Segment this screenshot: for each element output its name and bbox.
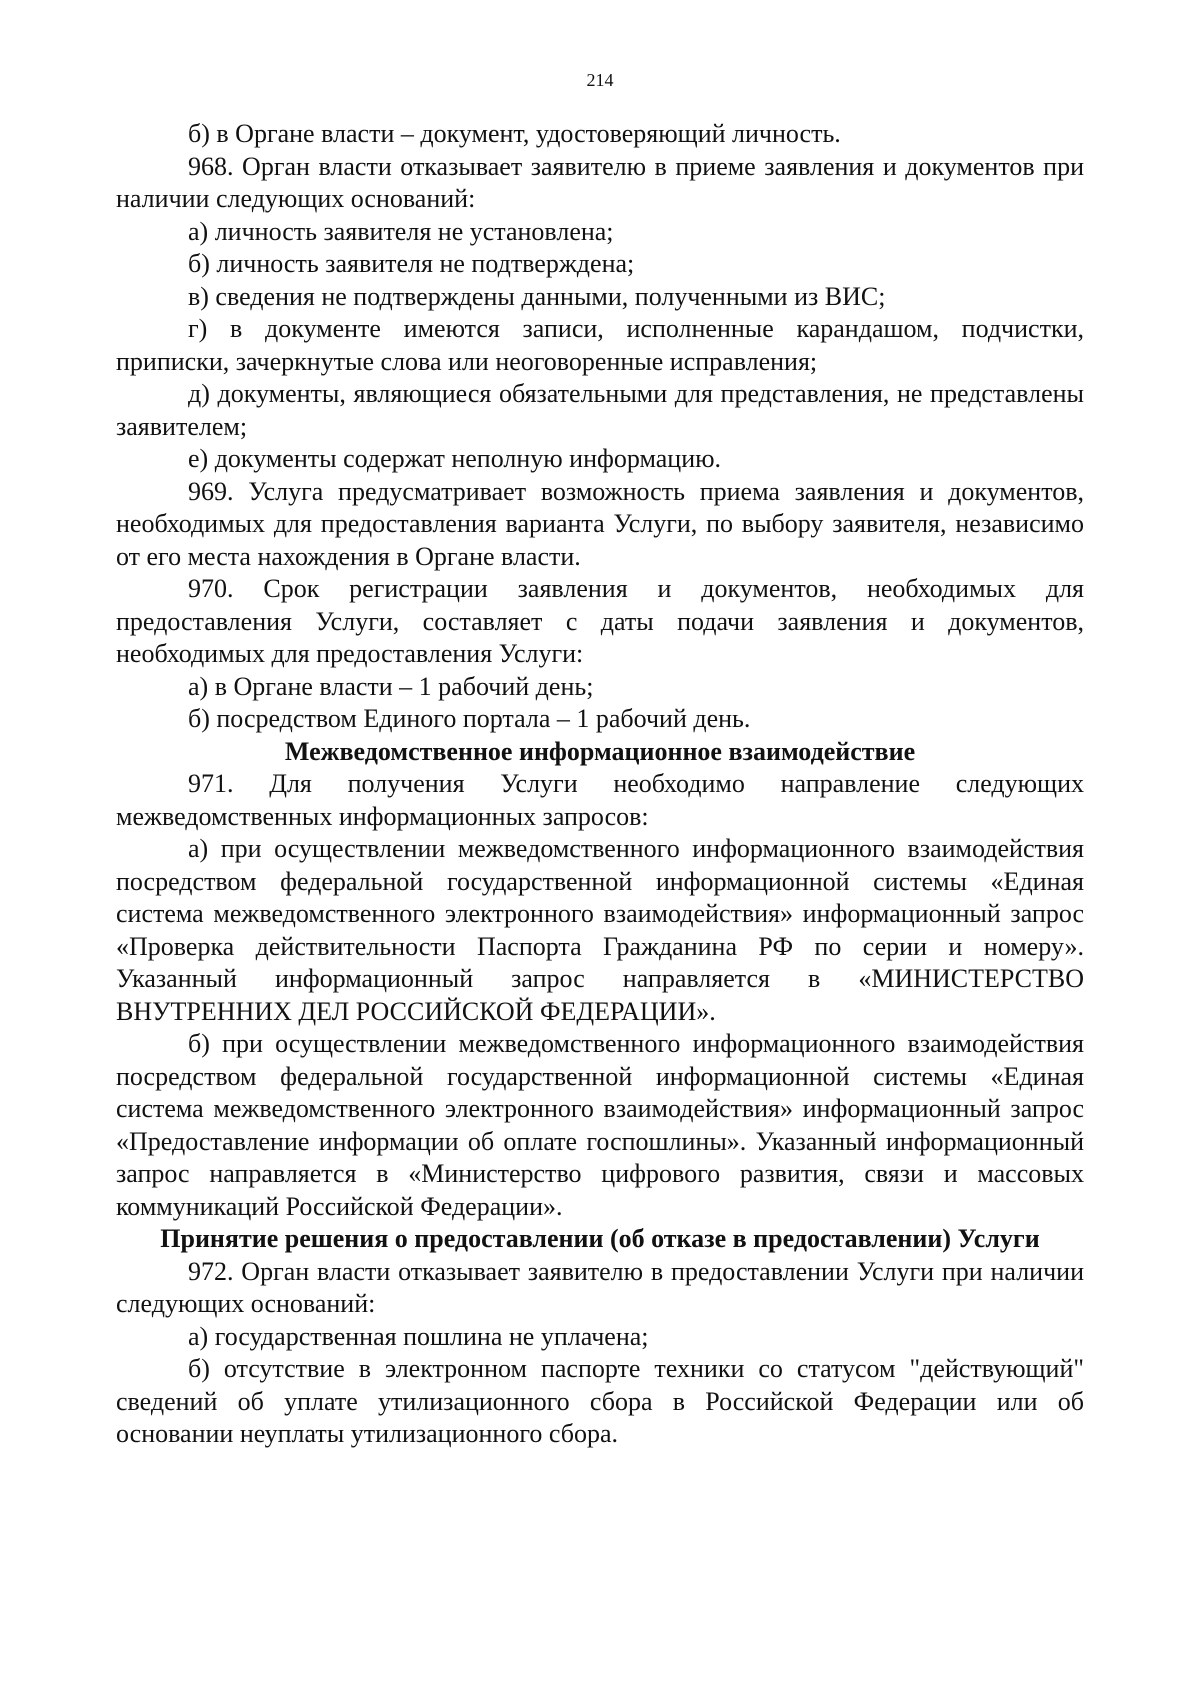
paragraph-969: 969. Услуга предусматривает возможность приема заявления и документов, необходимых для предоставления варианта Услуги, по выбору заявителя, независимо от его места нахождения в Органе власти. — [116, 476, 1084, 571]
list-item: б) личность заявителя не подтверждена; — [188, 249, 635, 278]
list-item: а) в Органе власти – 1 рабочий день; — [188, 671, 594, 701]
list-item: е) документы содержат неполную информацию. — [188, 444, 722, 473]
section-heading: Принятие решения о предоставлении (об отказе в предоставлении) Услуги — [160, 1224, 1040, 1253]
list-item: г) в документе имеются записи, исполненные карандашом, подчистки, приписки, зачеркнутые слова или неоговоренные исправления; — [116, 314, 1084, 376]
list-item: д) документы, являющиеся обязательными для представления, не представлены заявителем; — [116, 379, 1084, 441]
list-item: б) отсутствие в электронном паспорте техники со статусом "действующий" сведений об уплате утилизационного сбора в Российской Федерации или об основании неуплаты утилизационного сбора. — [116, 1354, 1084, 1448]
paragraph-968: 968. Орган власти отказывает заявителю в приеме заявления и документов при наличии следующих оснований: — [116, 151, 1084, 213]
list-item: б) при осуществлении межведомственного информационного взаимодействия посредством федеральной государственной информационной системы «Единая система межведомственного электронного взаимодействия» информационный запрос «Предоставление информации об оплате госпошлины». Указанный информационный запрос направляется в «Министерство цифрового развития, связи и массовых коммуникаций Российской Федерации». — [116, 1029, 1084, 1221]
list-item: в) сведения не подтверждены данными, полученными из ВИС; — [188, 281, 886, 311]
section-heading: Межведомственное информационное взаимодействие — [284, 736, 916, 766]
paragraph-970: 970. Срок регистрации заявления и документов, необходимых для предоставления Услуги, составляет с даты подачи заявления и документов, необходимых для предоставления Услуги: — [116, 574, 1084, 668]
list-item: а) при осуществлении межведомственного информационного взаимодействия посредством федеральной государственной информационной системы «Единая система межведомственного электронного взаимодействия» информационный запрос «Проверка действительности Паспорта Гражданина РФ по серии и номеру». Указанный информационный запрос направляется в «МИНИСТЕРСТВО ВНУТРЕННИХ ДЕЛ РОССИЙСКОЙ ФЕДЕРАЦИИ». — [116, 834, 1084, 1026]
document-body — [116, 118, 1084, 1451]
paragraph-972: 972. Орган власти отказывает заявителю в предоставлении Услуги при наличии следующих оснований: — [116, 1256, 1084, 1318]
paragraph-971: 971. Для получения Услуги необходимо направление следующих межведомственных информационных запросов: — [116, 769, 1084, 831]
list-item: а) государственная пошлина не уплачена; — [188, 1321, 649, 1351]
paragraph: б) в Органе власти – документ, удостоверяющий личность. — [188, 119, 841, 148]
page-number: 214 — [586, 70, 614, 90]
list-item: а) личность заявителя не установлена; — [188, 216, 614, 246]
list-item: б) посредством Единого портала – 1 рабочий день. — [188, 704, 751, 733]
